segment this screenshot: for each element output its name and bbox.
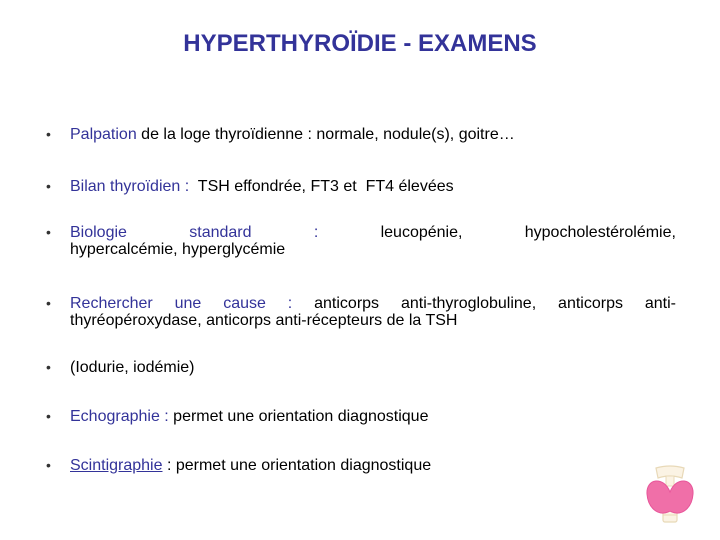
- bullet-text: (Iodurie, iodémie): [70, 359, 195, 376]
- bullet-marker: •: [46, 457, 51, 473]
- bullet-marker: •: [46, 126, 51, 142]
- bullet-label: Echographie :: [70, 408, 169, 425]
- bullet-text-leucopenie: leucopénie,: [380, 224, 463, 241]
- bullet-text-hypocholesterolemie: hypocholestérolémie,: [524, 224, 676, 241]
- bullet-text-line2: hypercalcémie, hyperglycémie: [70, 241, 286, 258]
- bullet-text: de la loge thyroïdienne : normale, nodule(s), goitre…: [136, 126, 515, 143]
- thyroid-gland-icon: [642, 462, 698, 528]
- bullet-label: Rechercher une cause :: [70, 295, 293, 312]
- bullet-text: permet une orientation diagnostique: [168, 408, 429, 425]
- bullet-marker: •: [46, 224, 51, 240]
- bullet-label-biologie: Biologie: [70, 224, 127, 241]
- slide-title: HYPERTHYROÏDIE - EXAMENS: [183, 30, 537, 57]
- scintigraphie-link[interactable]: Scintigraphie: [70, 457, 163, 474]
- bullet-label: Palpation: [70, 126, 137, 143]
- bullet-text: anticorps anti-thyroglobuline, anticorps anti-thyréopéroxydase, anticorps anti-récepteurs de la TSH: [70, 295, 676, 329]
- bullet-marker: •: [46, 359, 51, 375]
- bullet-label: Bilan thyroïdien :: [70, 178, 190, 195]
- bullet-text: : permet une orientation diagnostique: [162, 457, 432, 474]
- bullet-label-colon: :: [313, 224, 319, 241]
- bullet-text: TSH effondrée, FT3 et FT4 élevées: [189, 178, 454, 195]
- bullet-marker: •: [46, 178, 51, 194]
- bullet-marker: •: [46, 295, 51, 311]
- bullet-label-standard: standard: [189, 224, 252, 241]
- bullet-marker: •: [46, 408, 51, 424]
